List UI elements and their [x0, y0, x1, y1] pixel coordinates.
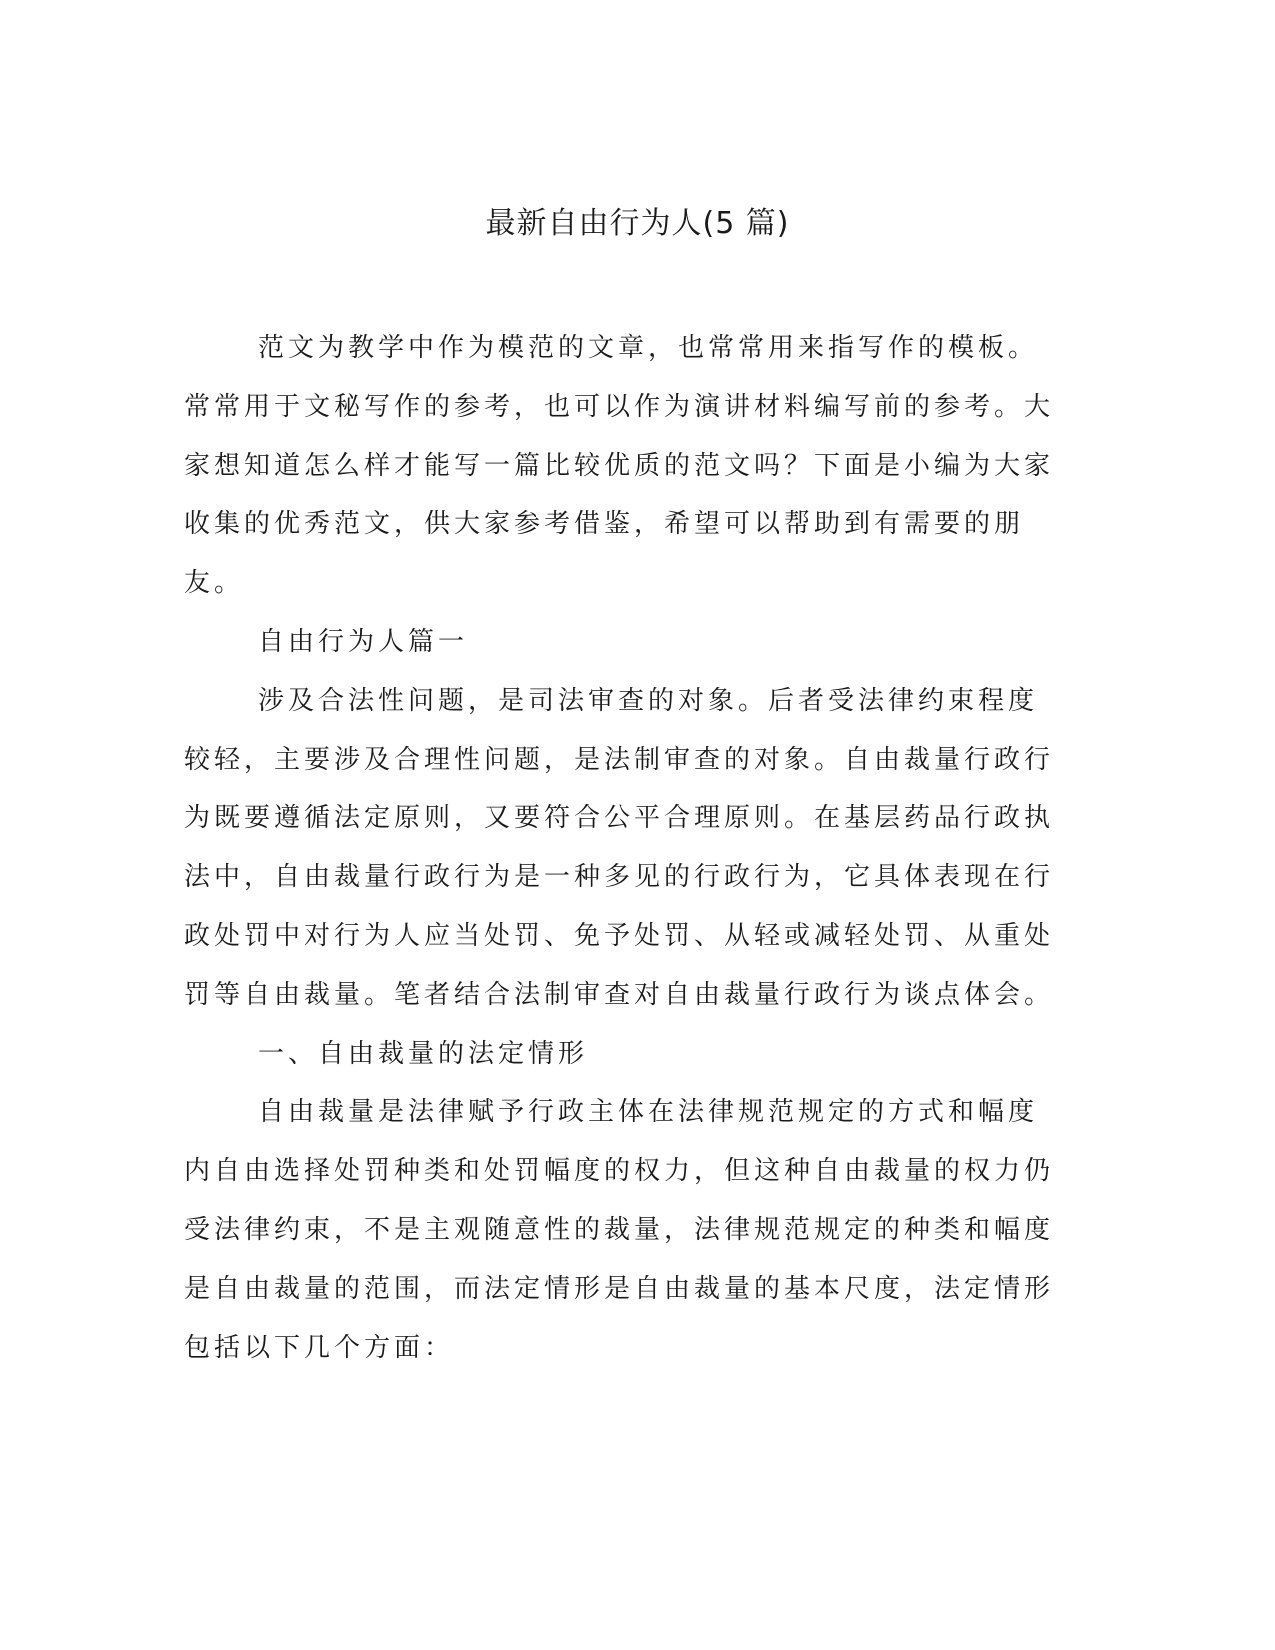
document-body — [184, 319, 1064, 1377]
intro-paragraph: 范文为教学中作为模范的文章，也常常用来指写作的模板。常常用于文秘写作的参考，也可以作为演讲材料编写前的参考。大家想知道怎么样才能写一篇比较优质的范文吗？下面是小编为大家收集的优秀范文，供大家参考借鉴，希望可以帮助到有需要的朋友。 — [184, 333, 1055, 599]
body-paragraph: 自由裁量是法律赋予行政主体在法律规范规定的方式和幅度内自由选择处罚种类和处罚幅度的权力，但这种自由裁量的权力仍受法律约束，不是主观随意性的裁量，法律规范规定的种类和幅度是自由裁量的范围，而法定情形是自由裁量的基本尺度，法定情形包括以下几个方面： — [184, 1097, 1055, 1363]
body-paragraph: 涉及合法性问题，是司法审查的对象。后者受法律约束程度较轻，主要涉及合理性问题，是法制审查的对象。自由裁量行政行为既要遵循法定原则，又要符合公平合理原则。在基层药品行政执法中，自由裁量行政行为是一种多见的行政行为，它具体表现在行政处罚中对行为人应当处罚、免予处罚、从轻或减轻处罚、从重处罚等自由裁量。笔者结合法制审查对自由裁量行政行为谈点体会。 — [184, 685, 1055, 1010]
section-heading-article-one: 自由行为人篇一 — [258, 626, 469, 657]
subsection-heading: 一、自由裁量的法定情形 — [258, 1038, 589, 1069]
document-title: 最新自由行为人(5 篇) — [485, 206, 790, 241]
